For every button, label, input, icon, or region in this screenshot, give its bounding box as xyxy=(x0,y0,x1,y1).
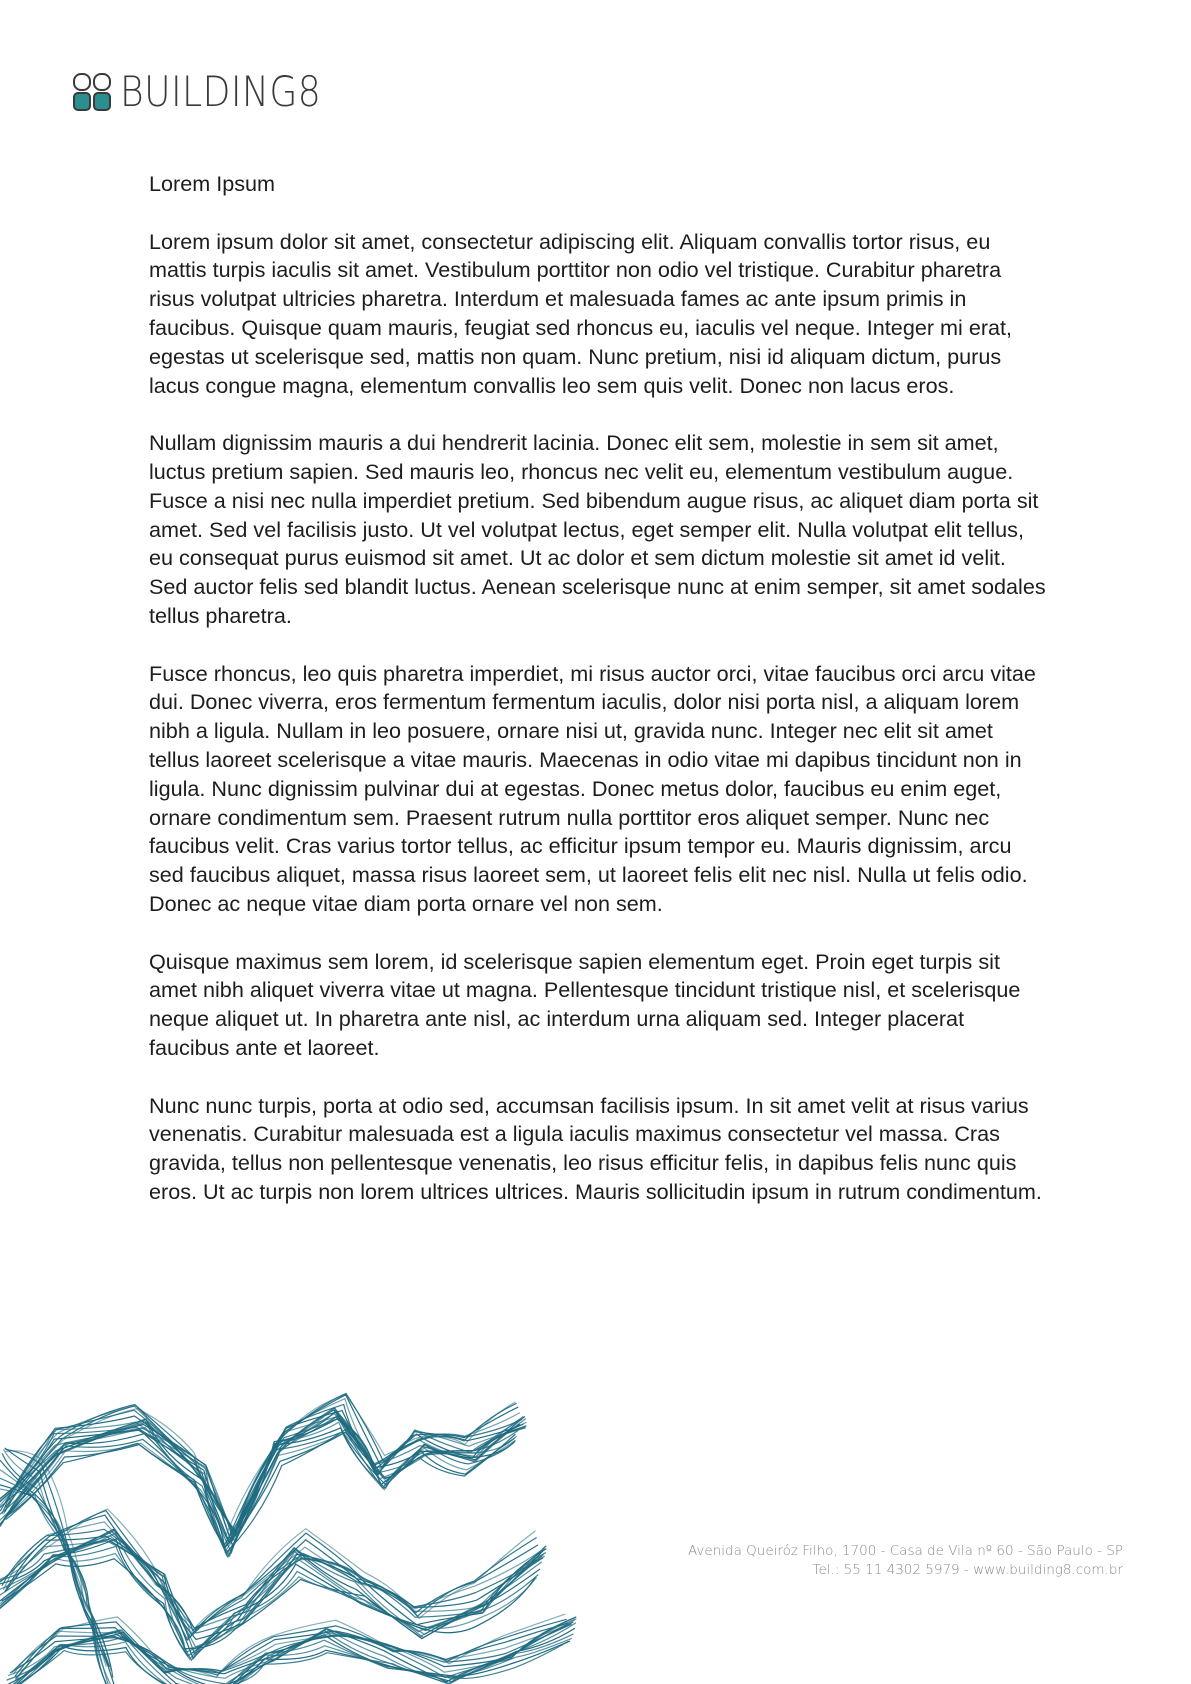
paragraph: Fusce rhoncus, leo quis pharetra imperdiet, mi risus auctor orci, vitae faucibus orci arcu vitae dui. Donec viverra, eros fermentum fermentum iaculis, dolor nisi porta nisl, a aliquam lorem nibh a ligula. Nullam in leo posuere, ornare nisi ut, gravida nunc. Integer nec elit sit amet tellus laoreet scelerisque a vitae mauris. Maecenas in odio vitae mi dapibus tincidunt non in ligula. Nunc dignissim pulvinar dui at egestas. Donec metus dolor, faucibus eu enim eget, ornare condimentum sem. Praesent rutrum nulla porttitor eros aliquet semper. Nunc nec faucibus velit. Cras varius tortor tellus, ac efficitur ipsum tempor eu. Mauris dignissim, arcu sed faucibus aliquet, massa risus laoreet sem, ut laoreet felis elit nec nisl. Nulla ut felis odio. Donec ac neque vitae diam porta ornare vel non sem. xyxy=(149,660,1036,916)
paragraph: Quisque maximus sem lorem, id scelerisque sapien elementum eget. Proin eget turpis sit amet nibh aliquet viverra vitae ut magna. Pellentesque tincidunt tristique nisl, et scelerisque neque aliquet ut. In pharetra ante nisl, ac interdum urna aliquam sed. Integer placerat faucibus ante et laoreet. xyxy=(149,948,1021,1060)
footer xyxy=(688,1542,1123,1580)
letter-body xyxy=(149,170,1049,1235)
building8-logo-icon xyxy=(72,72,112,112)
footer-contact: Tel.: 55 11 4302 5979 - www.building8.com.br xyxy=(812,1562,1123,1578)
document-title: Lorem Ipsum xyxy=(149,171,276,196)
footer-address: Avenida Queiróz Filho, 1700 - Casa de Vila nº 60 - São Paulo - SP xyxy=(687,1543,1123,1559)
paragraph: Nunc nunc turpis, porta at odio sed, accumsan facilisis ipsum. In sit amet velit at risus varius venenatis. Curabitur malesuada est a ligula iaculis maximus consectetur vel massa. Cras gravida, tellus non pellentesque venenatis, leo risus efficitur felis, in dapibus felis nunc quis eros. Ut ac turpis non lorem ultrices ultrices. Mauris sollicitudin ipsum in rutrum condimentum. xyxy=(149,1092,1042,1204)
paragraph: Nullam dignissim mauris a dui hendrerit lacinia. Donec elit sem, molestie in sem sit amet, luctus pretium sapien. Sed mauris leo, rhoncus nec velit eu, elementum vestibulum augue. Fusce a nisi nec nulla imperdiet pretium. Sed bibendum augue risus, ac aliquet diam porta sit amet. Sed vel facilisis justo. Ut vel volutpat lectus, eget semper elit. Nulla volutpat elit tellus, eu consequat purus euismod sit amet. Ut ac dolor et sem dictum molestie sit amet id velit. Sed auctor felis sed blandit luctus. Aenean scelerisque nunc at enim semper, sit amet sodales tellus pharetra. xyxy=(149,430,1046,628)
letterhead xyxy=(72,67,354,116)
flowing-lines-graphic xyxy=(0,1384,580,1684)
paragraph: Lorem ipsum dolor sit amet, consectetur adipiscing elit. Aliquam convallis tortor risus, eu mattis turpis iaculis sit amet. Vestibulum porttitor non odio vel tristique. Curabitur pharetra risus volutpat ultricies pharetra. Interdum et malesuada fames ac ante ipsum primis in faucibus. Quisque quam mauris, feugiat sed rhoncus eu, iaculis vel neque. Integer mi erat, egestas ut scelerisque sed, mattis non quam. Nunc pretium, nisi id aliquam dictum, purus lacus congue magna, elementum convallis leo sem quis velit. Donec non lacus eros. xyxy=(149,228,1013,398)
logo-wordmark: BUILDING8 xyxy=(120,67,322,116)
